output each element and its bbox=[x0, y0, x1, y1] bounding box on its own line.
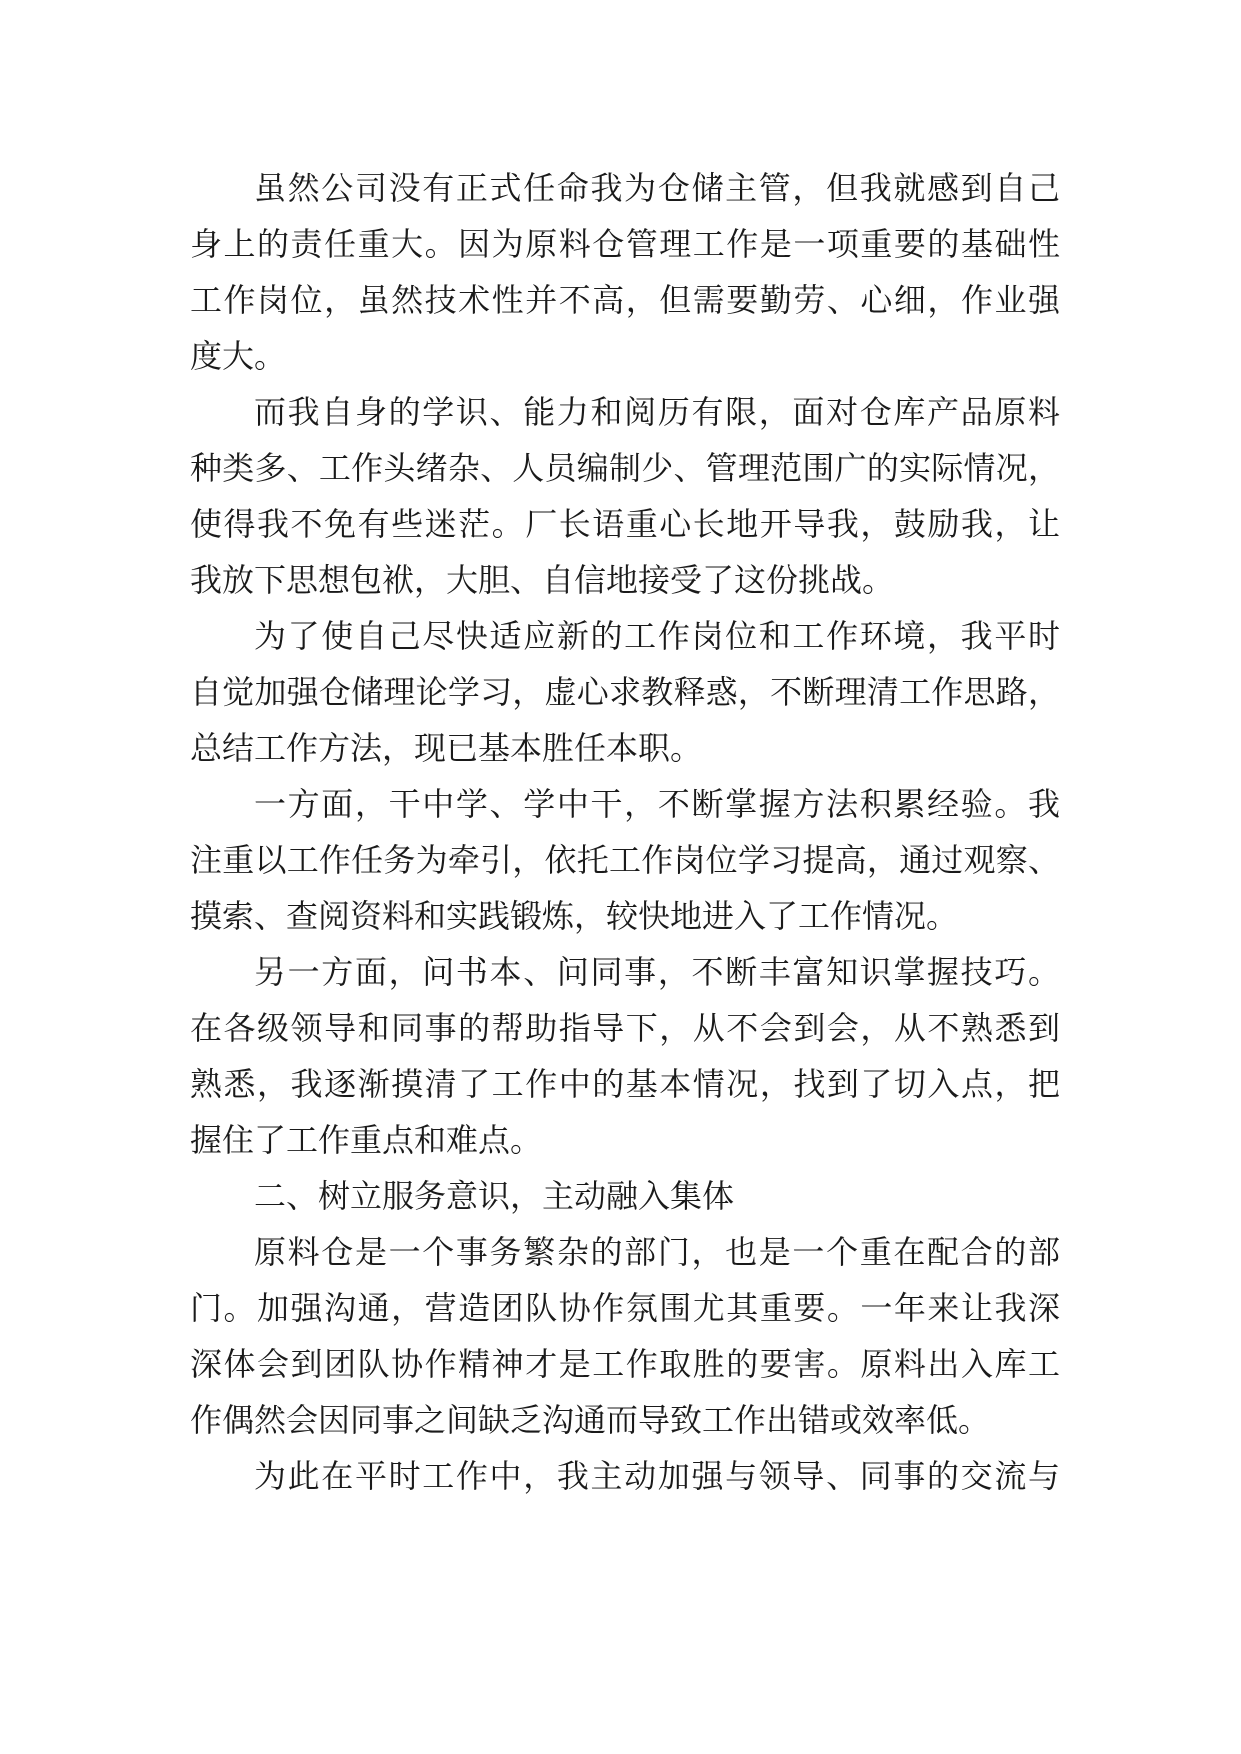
text-line: 注重以工作任务为牵引，依托工作岗位学习提高，通过观察、 bbox=[190, 841, 1060, 879]
paragraph-4 bbox=[190, 776, 1060, 944]
text-line: 摸索、查阅资料和实践锻炼，较快地进入了工作情况。 bbox=[190, 897, 959, 935]
paragraph-2 bbox=[190, 384, 1060, 608]
text-line: 总结工作方法，现已基本胜任本职。 bbox=[190, 729, 703, 767]
paragraph-3 bbox=[190, 608, 1060, 776]
text-line: 种类多、工作头绪杂、人员编制少、管理范围广的实际情况， bbox=[190, 449, 1060, 487]
text-line: 深体会到团队协作精神才是工作取胜的要害。原料出入库工 bbox=[190, 1345, 1060, 1383]
text-line: 原料仓是一个事务繁杂的部门，也是一个重在配合的部 bbox=[254, 1233, 1060, 1271]
text-line: 在各级领导和同事的帮助指导下，从不会到会，从不熟悉到 bbox=[190, 1009, 1060, 1047]
text-line: 熟悉，我逐渐摸清了工作中的基本情况，找到了切入点，把 bbox=[190, 1065, 1060, 1103]
text-line: 为此在平时工作中，我主动加强与领导、同事的交流与 bbox=[254, 1457, 1060, 1495]
text-line: 我放下思想包袱，大胆、自信地接受了这份挑战。 bbox=[190, 561, 895, 599]
paragraph-1 bbox=[190, 160, 1060, 384]
text-line: 使得我不免有些迷茫。厂长语重心长地开导我，鼓励我，让 bbox=[190, 505, 1060, 543]
paragraph-6 bbox=[190, 1224, 1060, 1448]
document-body bbox=[190, 160, 1060, 1504]
text-line: 门。加强沟通，营造团队协作氛围尤其重要。一年来让我深 bbox=[190, 1289, 1060, 1327]
text-line: 一方面，干中学、学中干，不断掌握方法积累经验。我 bbox=[254, 785, 1060, 823]
text-line: 工作岗位，虽然技术性并不高，但需要勤劳、心细，作业强 bbox=[190, 281, 1060, 319]
text-line: 另一方面，问书本、问同事，不断丰富知识掌握技巧。 bbox=[254, 953, 1060, 991]
text-line: 为了使自己尽快适应新的工作岗位和工作环境，我平时 bbox=[254, 617, 1060, 655]
text-line: 而我自身的学识、能力和阅历有限，面对仓库产品原料 bbox=[254, 393, 1060, 431]
paragraph-5 bbox=[190, 944, 1060, 1168]
text-line: 身上的责任重大。因为原料仓管理工作是一项重要的基础性 bbox=[190, 225, 1060, 263]
section-heading bbox=[190, 1168, 1060, 1224]
paragraph-7 bbox=[190, 1448, 1060, 1504]
text-line: 度大。 bbox=[190, 337, 287, 375]
text-line: 作偶然会因同事之间缺乏沟通而导致工作出错或效率低。 bbox=[190, 1401, 991, 1439]
text-line: 握住了工作重点和难点。 bbox=[190, 1121, 543, 1159]
text-line: 虽然公司没有正式任命我为仓储主管，但我就感到自己 bbox=[254, 169, 1060, 207]
heading-line: 二、树立服务意识，主动融入集体 bbox=[254, 1177, 735, 1215]
text-line: 自觉加强仓储理论学习，虚心求教释惑，不断理清工作思路， bbox=[190, 673, 1060, 711]
